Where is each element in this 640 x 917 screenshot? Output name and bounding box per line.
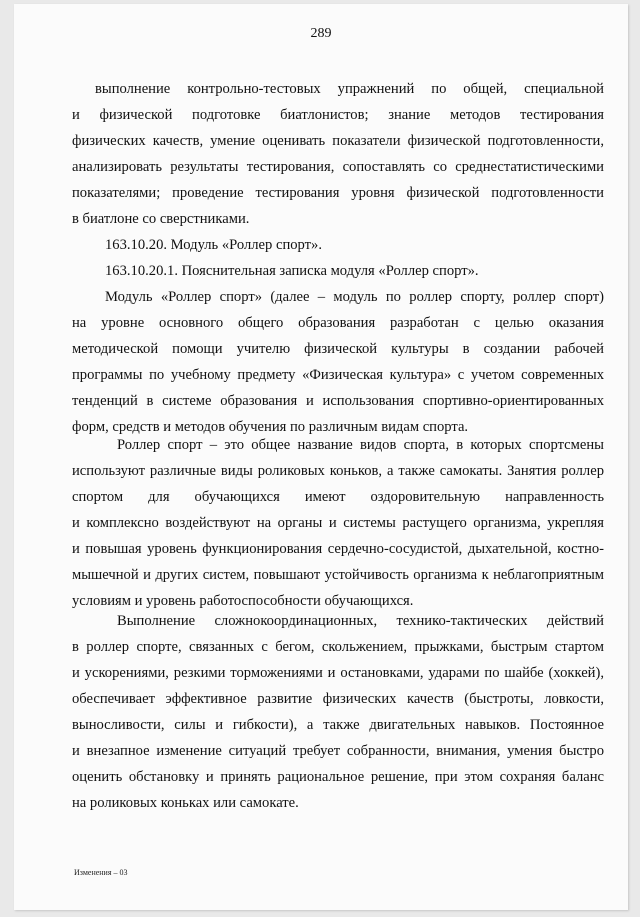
text-line: тенденций в системе образования и использования спортивно-ориентированных	[72, 393, 604, 409]
text-line: форм, средств и методов обучения по различным видам спорта.	[72, 419, 469, 435]
text-line: Роллер спорт – это общее название видов спорта, в которых спортсмены	[117, 437, 604, 453]
text-line: условиям и уровень работоспособности обучающихся.	[72, 593, 414, 609]
text-line: в биатлоне со сверстниками.	[72, 211, 250, 227]
text-line: и ускорениями, резкими торможениями и остановками, ударами по шайбе (хоккей),	[72, 665, 604, 681]
text-line: Выполнение сложнокоординационных, технико-тактических действий	[117, 613, 604, 629]
text-line: спортом для обучающихся имеют оздоровительную направленность	[72, 489, 604, 505]
text-line: и повышая уровень функционирования сердечно-сосудистой, дыхательной, костно-	[72, 541, 604, 557]
text-line: обеспечивает эффективное развитие физических качеств (быстроты, ловкости,	[72, 691, 604, 707]
footer-revision: Изменения – 03	[74, 868, 128, 877]
page-number: 289	[310, 26, 332, 41]
text-line: на роликовых коньках или самокате.	[72, 795, 299, 811]
text-line: физических качеств, умение оценивать показатели физической подготовленности,	[72, 133, 604, 149]
text-line: и физической подготовке биатлонистов; знание методов тестирования	[72, 107, 604, 123]
section-heading: 163.10.20. Модуль «Роллер спорт».	[105, 237, 322, 253]
subsection-heading: 163.10.20.1. Пояснительная записка модуля «Роллер спорт».	[105, 263, 479, 279]
text-line: в роллер спорте, связанных с бегом, скольжением, прыжками, быстрым стартом	[72, 639, 604, 655]
text-line: на уровне основного общего образования разработан с целью оказания	[72, 315, 604, 331]
text-line: программы по учебному предмету «Физическая культура» с учетом современных	[72, 367, 604, 383]
document-page	[14, 4, 628, 910]
text-line: анализировать результаты тестирования, сопоставлять со среднестатистическими	[72, 159, 604, 175]
text-line: используют различные виды роликовых коньков, а также самокаты. Занятия роллер	[72, 463, 604, 479]
text-line: и внезапное изменение ситуаций требует собранности, внимания, умения быстро	[72, 743, 604, 759]
text-line: и комплексно воздействуют на органы и системы растущего организма, укрепляя	[72, 515, 604, 531]
text-line: Модуль «Роллер спорт» (далее – модуль по роллер спорту, роллер спорт)	[105, 289, 604, 305]
text-line: выносливости, силы и гибкости), а также двигательных навыков. Постоянное	[72, 717, 604, 733]
text-line: мышечной и других систем, повышают устойчивость организма к неблагоприятным	[72, 567, 604, 583]
text-line: методической помощи учителю физической культуры в создании рабочей	[72, 341, 604, 357]
text-line: выполнение контрольно-тестовых упражнений по общей, специальной	[95, 81, 604, 97]
text-line: оценить обстановку и принять рациональное решение, при этом сохраняя баланс	[72, 769, 604, 785]
text-line: показателями; проведение тестирования уровня физической подготовленности	[72, 185, 604, 201]
